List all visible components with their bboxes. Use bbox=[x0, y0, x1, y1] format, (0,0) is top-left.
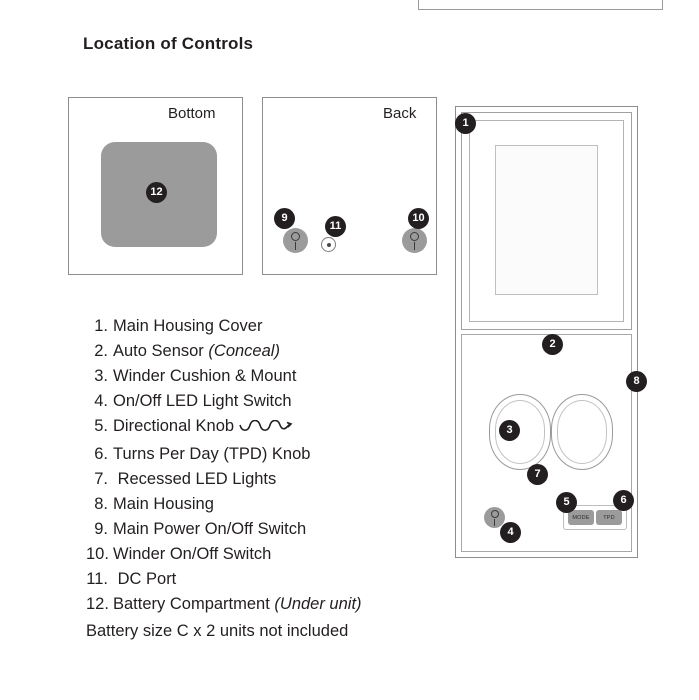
legend-text: Main Housing bbox=[113, 495, 214, 513]
lid-window bbox=[495, 145, 598, 295]
list-item bbox=[86, 389, 446, 414]
list-item bbox=[86, 339, 446, 364]
callout-1: 1 bbox=[455, 113, 476, 134]
back-view-label: Back bbox=[383, 105, 417, 122]
power-on-icon bbox=[494, 519, 495, 526]
legend-number: 10. bbox=[86, 545, 109, 563]
callout-2: 2 bbox=[542, 334, 563, 355]
callout-3: 3 bbox=[499, 420, 520, 441]
legend-list bbox=[86, 314, 446, 644]
legend-number: 5. bbox=[94, 417, 108, 435]
legend-text: Auto Sensor bbox=[113, 342, 204, 360]
legend-text: Recessed LED Lights bbox=[117, 470, 277, 488]
legend-text: Main Power On/Off Switch bbox=[113, 520, 307, 538]
callout-11: 11 bbox=[325, 216, 346, 237]
legend-note: (Under unit) bbox=[274, 595, 362, 613]
legend-text: Directional Knob bbox=[113, 417, 235, 435]
power-on-icon bbox=[295, 242, 297, 250]
callout-12: 12 bbox=[146, 182, 167, 203]
callout-10: 10 bbox=[408, 208, 429, 229]
legend-text: DC Port bbox=[117, 570, 177, 588]
list-item bbox=[86, 542, 446, 567]
directional-squiggle-icon bbox=[238, 417, 294, 442]
legend-number: 3. bbox=[94, 367, 108, 385]
legend-number: 9. bbox=[94, 520, 108, 538]
legend-number: 4. bbox=[94, 392, 108, 410]
list-item bbox=[86, 567, 446, 592]
legend-number: 8. bbox=[94, 495, 108, 513]
power-on-icon bbox=[414, 242, 416, 250]
list-item bbox=[86, 467, 446, 492]
list-item bbox=[86, 364, 446, 389]
list-item bbox=[86, 442, 446, 467]
list-item bbox=[86, 592, 446, 617]
list-item bbox=[86, 314, 446, 339]
legend-text: Main Housing Cover bbox=[113, 317, 263, 335]
callout-9: 9 bbox=[274, 208, 295, 229]
legend-text: Winder Cushion & Mount bbox=[113, 367, 297, 385]
tpd-knob[interactable]: TPD bbox=[596, 510, 622, 525]
legend-text: Winder On/Off Switch bbox=[113, 545, 272, 563]
list-item bbox=[86, 414, 446, 442]
callout-8: 8 bbox=[626, 371, 647, 392]
top-right-box bbox=[418, 0, 663, 10]
legend-text: Battery Compartment bbox=[113, 595, 270, 613]
legend-text: On/Off LED Light Switch bbox=[113, 392, 292, 410]
callout-6: 6 bbox=[613, 490, 634, 511]
power-off-icon bbox=[410, 232, 419, 241]
power-off-icon bbox=[491, 510, 499, 518]
directional-knob[interactable]: MODE bbox=[568, 510, 594, 525]
legend-text: Turns Per Day (TPD) Knob bbox=[113, 445, 311, 463]
legend-number: 6. bbox=[94, 445, 108, 463]
winder-cup-right-inner bbox=[557, 400, 607, 464]
winder-power-switch[interactable] bbox=[402, 228, 427, 253]
page-title: Location of Controls bbox=[83, 34, 254, 53]
legend-note: (Conceal) bbox=[208, 342, 280, 360]
legend-number: 2. bbox=[94, 342, 108, 360]
legend-number: 7. bbox=[94, 470, 108, 488]
callout-5: 5 bbox=[556, 492, 577, 513]
list-item bbox=[86, 517, 446, 542]
legend-number: 11. bbox=[86, 570, 108, 588]
legend-number: 1. bbox=[94, 317, 108, 335]
main-power-switch[interactable] bbox=[283, 228, 308, 253]
list-item bbox=[86, 492, 446, 517]
dc-port-icon bbox=[321, 237, 336, 252]
legend-footer: Battery size C x 2 units not included bbox=[86, 622, 349, 640]
callout-4: 4 bbox=[500, 522, 521, 543]
callout-7: 7 bbox=[527, 464, 548, 485]
bottom-view-label: Bottom bbox=[168, 105, 216, 122]
power-off-icon bbox=[291, 232, 300, 241]
legend-number: 12. bbox=[86, 595, 109, 613]
